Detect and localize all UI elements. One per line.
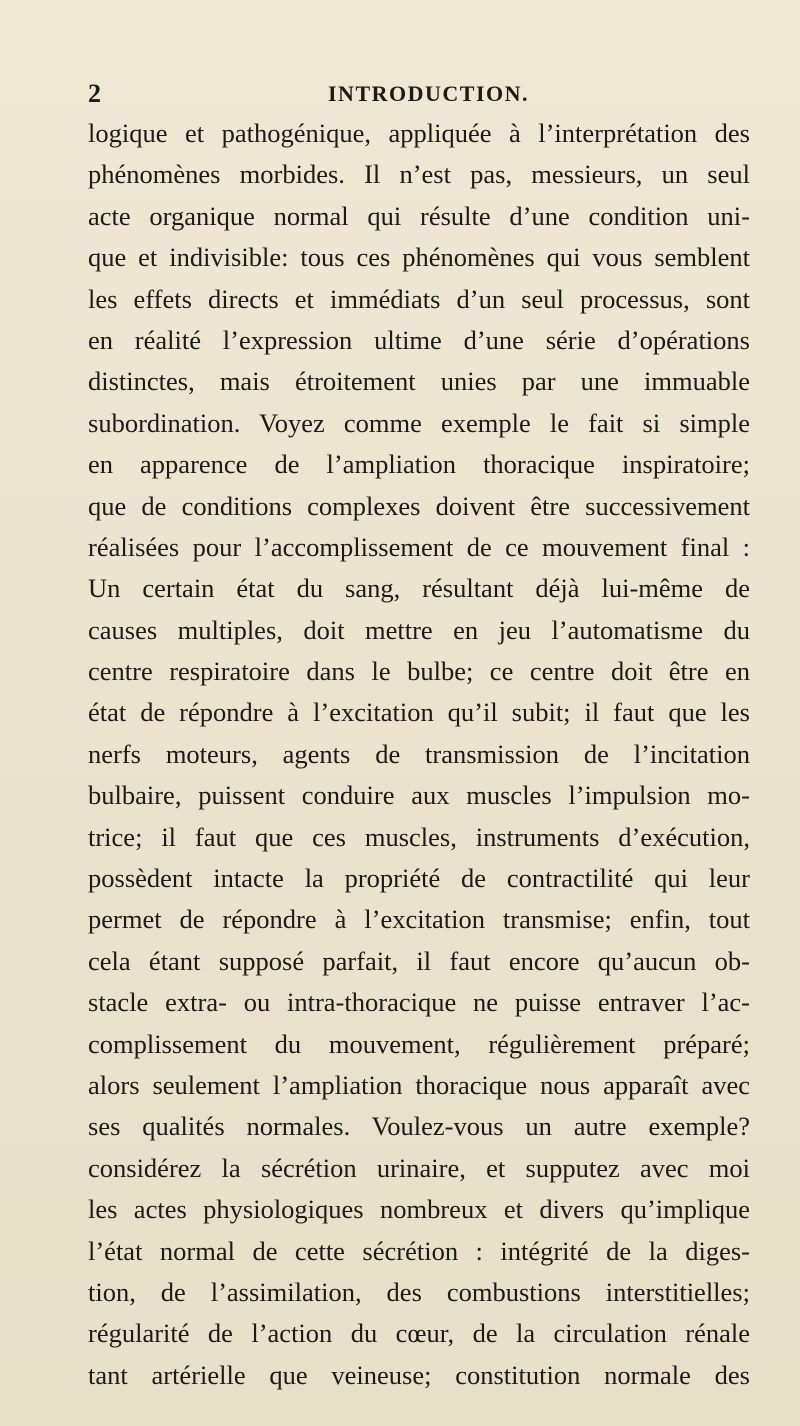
- text-line: alors seulement l’ampliation thoracique nous apparaît avec: [88, 1069, 750, 1100]
- page-number: 2: [88, 79, 101, 108]
- text-line: les effets directs et immédiats d’un seul processus, sont: [88, 283, 750, 314]
- text-line: permet de répondre à l’excitation transmise; enfin, tout: [88, 904, 750, 935]
- text-line: que de conditions complexes doivent être successivement: [88, 490, 750, 521]
- text-line: considérez la sécrétion urinaire, et supputez avec moi: [88, 1152, 750, 1183]
- text-line: distinctes, mais étroitement unies par une immuable: [88, 366, 750, 397]
- text-line: cela étant supposé parfait, il faut encore qu’aucun ob-: [88, 945, 750, 976]
- text-line: subordination. Voyez comme exemple le fait si simple: [88, 407, 750, 438]
- text-line: réalisées pour l’accomplissement de ce mouvement final :: [88, 531, 750, 562]
- text-line: en réalité l’expression ultime d’une série d’opérations: [88, 324, 750, 355]
- text-line: état de répondre à l’excitation qu’il subit; il faut que les: [88, 697, 750, 728]
- running-head: INTRODUCTION.: [328, 81, 530, 106]
- text-line: causes multiples, doit mettre en jeu l’automatisme du: [88, 614, 750, 645]
- text-line: logique et pathogénique, appliquée à l’interprétation des: [88, 118, 750, 148]
- text-line: phénomènes morbides. Il n’est pas, messieurs, un seul: [88, 159, 750, 190]
- text-line: tion, de l’assimilation, des combustions interstitielles;: [88, 1276, 750, 1307]
- text-line: centre respiratoire dans le bulbe; ce centre doit être en: [88, 656, 750, 687]
- text-line: que et indivisible: tous ces phénomènes qui vous semblent: [88, 242, 750, 273]
- text-line: stacle extra- ou intra-thoracique ne puisse entraver l’ac-: [88, 987, 750, 1018]
- text-line: bulbaire, puissent conduire aux muscles l’impulsion mo-: [88, 780, 750, 811]
- text-line: les actes physiologiques nombreux et divers qu’implique: [88, 1194, 750, 1225]
- text-line: l’état normal de cette sécrétion : intégrité de la diges-: [88, 1235, 750, 1266]
- text-line: complissement du mouvement, régulièrement préparé;: [88, 1028, 750, 1059]
- text-line: ses qualités normales. Voulez-vous un autre exemple?: [88, 1111, 750, 1142]
- text-line: acte organique normal qui résulte d’une condition uni-: [88, 200, 750, 231]
- body-text: [88, 113, 750, 1396]
- page-header: [88, 76, 750, 112]
- text-line: en apparence de l’ampliation thoracique inspiratoire;: [88, 449, 750, 480]
- text-line: possèdent intacte la propriété de contractilité qui leur: [88, 863, 750, 894]
- text-line: régularité de l’action du cœur, de la circulation rénale: [88, 1318, 750, 1349]
- text-line: nerfs moteurs, agents de transmission de l’incitation: [88, 738, 750, 769]
- text-line: tant artérielle que veineuse; constitution normale des: [88, 1359, 750, 1390]
- text-line: Un certain état du sang, résultant déjà lui-même de: [88, 573, 750, 604]
- text-line: trice; il faut que ces muscles, instruments d’exécution,: [88, 821, 750, 852]
